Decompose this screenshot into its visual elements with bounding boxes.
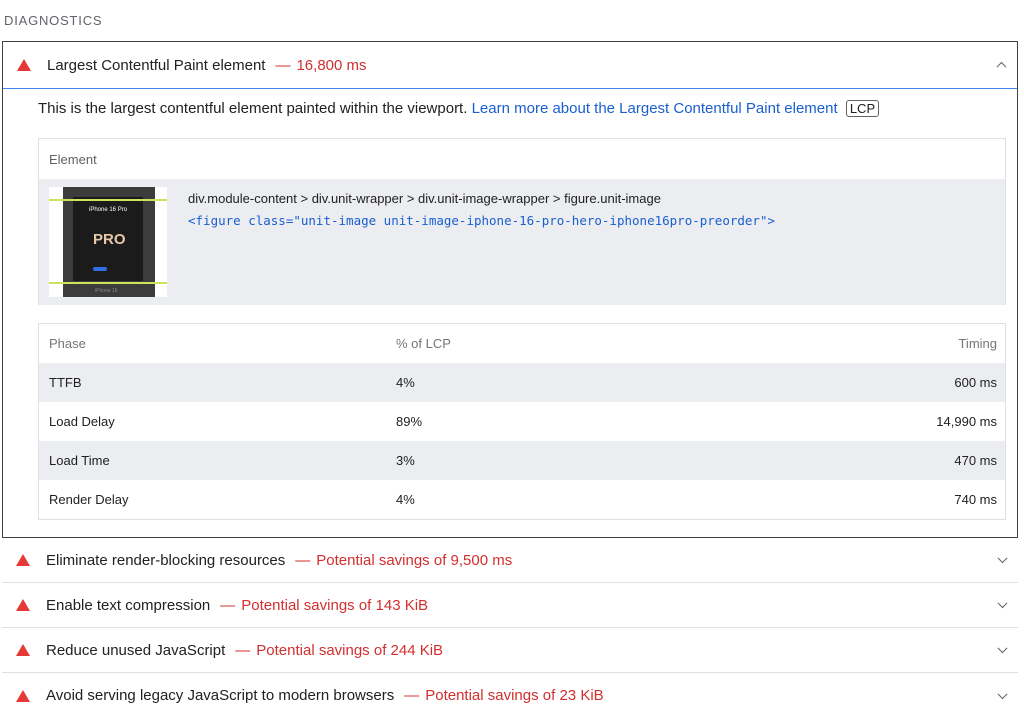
column-header: % of LCP: [396, 336, 451, 351]
audit-display-value: Potential savings of 143 KiB: [241, 596, 429, 614]
phase-cell: Load Time: [49, 453, 110, 468]
audit-dash: —: [235, 641, 251, 659]
timing-cell: 470 ms: [954, 453, 997, 468]
audit-lcp-element: [2, 41, 1018, 538]
thumbnail-logo: PRO: [93, 231, 126, 248]
audit-display-value: Potential savings of 244 KiB: [256, 641, 444, 659]
audit-unused-javascript[interactable]: [2, 628, 1018, 673]
phase-table-header: [39, 324, 1005, 363]
element-table-header: Element: [49, 151, 97, 167]
thumbnail-footer: iPhone 16: [95, 288, 118, 294]
table-row: [39, 441, 1005, 480]
audit-title: Reduce unused JavaScript: [46, 641, 226, 659]
fail-triangle-icon: [16, 690, 30, 702]
element-snippet[interactable]: <figure class="unit-image unit-image-iphone-16-pro-hero-iphone16pro-preorder">: [188, 213, 775, 228]
chevron-down-icon[interactable]: [998, 598, 1008, 608]
lcp-tag: LCP: [846, 100, 879, 117]
phase-cell: TTFB: [49, 375, 82, 390]
element-row: [39, 179, 1005, 305]
phase-table: [38, 323, 1006, 520]
pct-cell: 4%: [396, 492, 415, 507]
audit-title: Eliminate render-blocking resources: [46, 551, 286, 569]
section-title: DIAGNOSTICS: [4, 13, 103, 28]
audit-display-value: 16,800 ms: [296, 56, 367, 74]
timing-cell: 14,990 ms: [936, 414, 997, 429]
audit-description: [38, 100, 879, 117]
column-header: Timing: [958, 336, 997, 351]
description-text: This is the largest contentful element painted within the viewport.: [38, 100, 468, 117]
element-thumbnail: [49, 187, 167, 297]
fail-triangle-icon: [16, 554, 30, 566]
pct-cell: 4%: [396, 375, 415, 390]
audit-dash: —: [295, 551, 311, 569]
element-path: div.module-content > div.unit-wrapper > div.unit-image-wrapper > figure.unit-image: [188, 191, 661, 206]
pct-cell: 89%: [396, 414, 423, 429]
timing-cell: 740 ms: [954, 492, 997, 507]
audit-title: Largest Contentful Paint element: [47, 56, 266, 74]
fail-triangle-icon: [17, 59, 31, 71]
audit-title: Enable text compression: [46, 596, 211, 614]
phase-cell: Load Delay: [49, 414, 115, 429]
audit-legacy-javascript[interactable]: [2, 673, 1018, 718]
chevron-down-icon[interactable]: [998, 643, 1008, 653]
chevron-down-icon[interactable]: [998, 553, 1008, 563]
timing-cell: 600 ms: [954, 375, 997, 390]
audit-dash: —: [404, 687, 420, 704]
element-table: [38, 138, 1006, 305]
audit-header[interactable]: [3, 42, 1017, 89]
column-header: Phase: [49, 336, 86, 351]
pct-cell: 3%: [396, 453, 415, 468]
fail-triangle-icon: [16, 644, 30, 656]
audit-render-blocking[interactable]: [2, 538, 1018, 583]
thumbnail-title: iPhone 16 Pro: [89, 207, 128, 213]
audit-dash: —: [220, 596, 236, 614]
chevron-down-icon[interactable]: [998, 689, 1008, 699]
chevron-up-icon[interactable]: [997, 62, 1007, 72]
table-row: [39, 363, 1005, 402]
audit-text-compression[interactable]: [2, 583, 1018, 628]
table-row: [39, 402, 1005, 441]
phase-cell: Render Delay: [49, 492, 129, 507]
audit-title: Avoid serving legacy JavaScript to modern browsers: [46, 687, 395, 704]
table-row: [39, 480, 1005, 519]
audit-display-value: Potential savings of 9,500 ms: [316, 551, 513, 569]
fail-triangle-icon: [16, 599, 30, 611]
learn-more-link[interactable]: Learn more about the Largest Contentful Paint element: [471, 100, 838, 117]
audit-display-value: Potential savings of 23 KiB: [425, 687, 604, 704]
audit-dash: —: [275, 56, 291, 74]
